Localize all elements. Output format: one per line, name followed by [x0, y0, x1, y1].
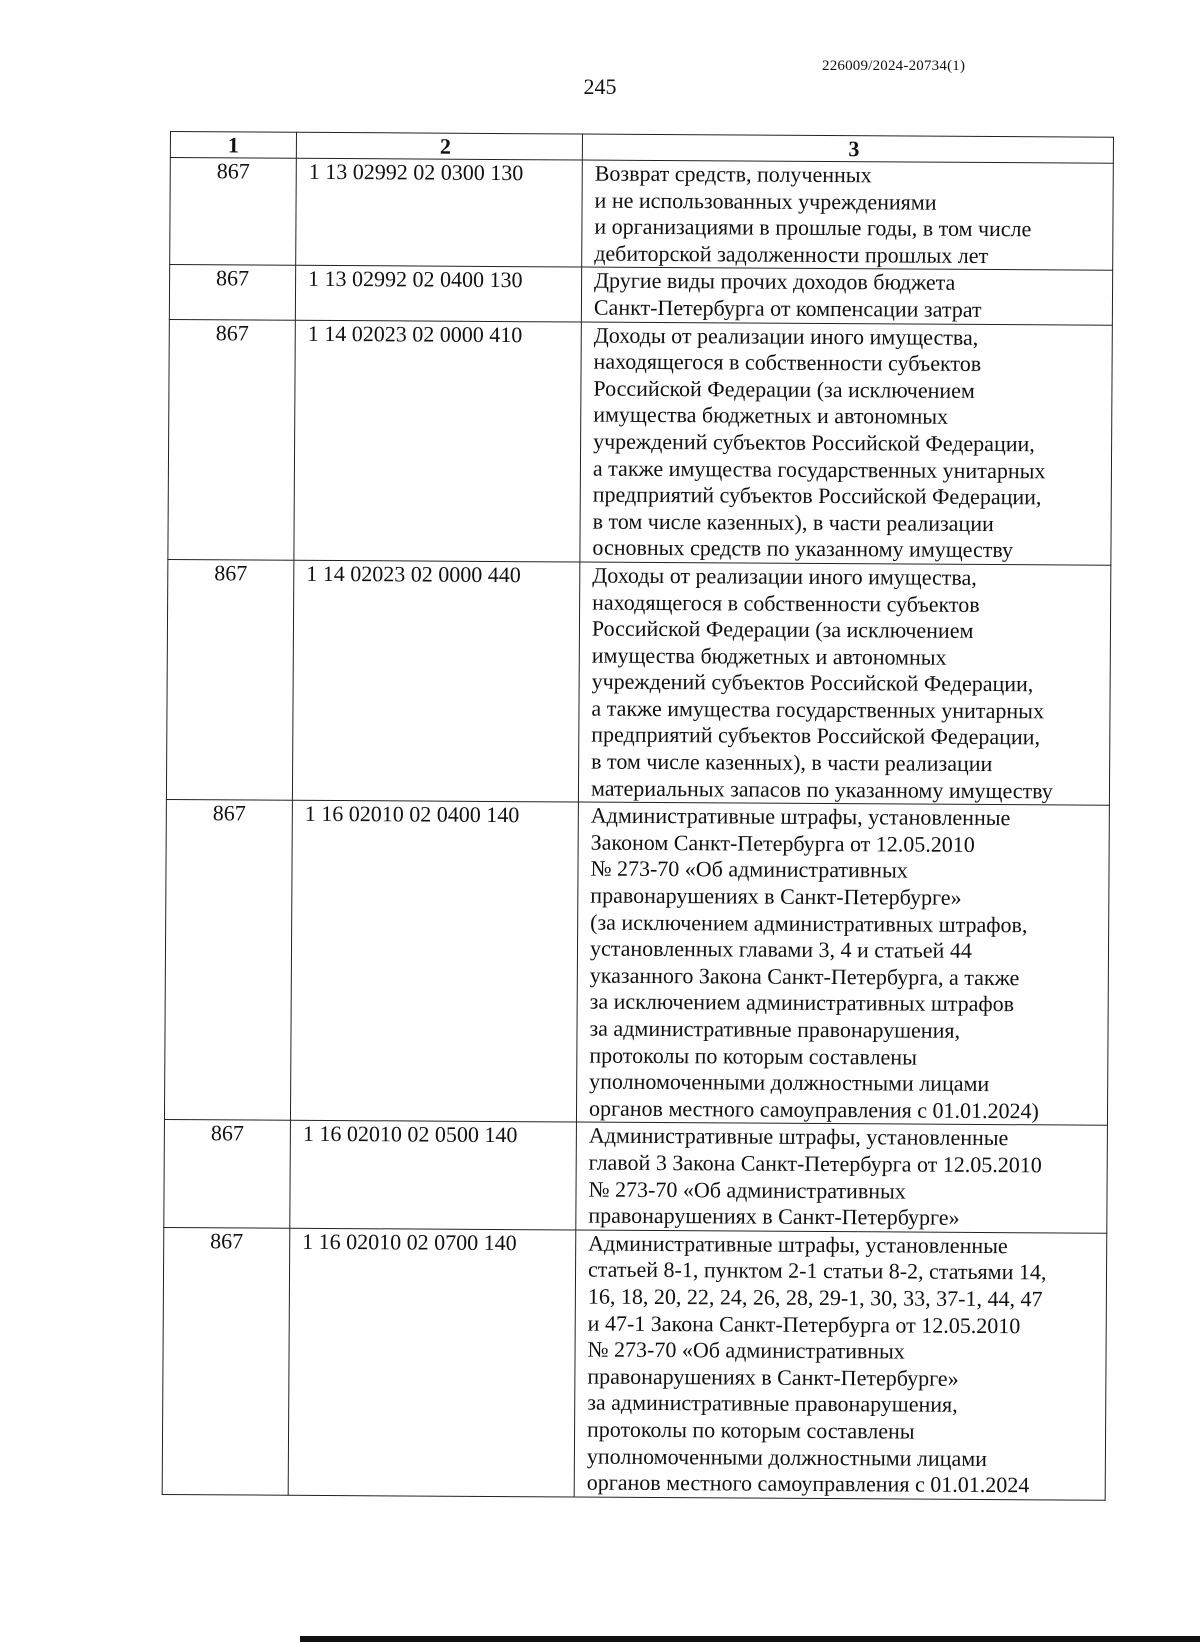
- admin-code-cell: 867: [164, 800, 292, 1121]
- description-line: за административные правонарушения,: [589, 1015, 961, 1043]
- description-line: уполномоченными должностными лицами: [586, 1443, 988, 1471]
- description-line: предприятий субъектов Российской Федерации,: [591, 722, 1041, 750]
- revenue-description-cell: [578, 562, 1110, 806]
- description-line: Другие виды прочих доходов бюджета: [594, 267, 956, 296]
- budget-classification-code-cell: 1 16 02010 02 0500 140: [290, 1121, 577, 1230]
- revenue-description-cell: [582, 160, 1114, 271]
- table-row: [168, 319, 1112, 565]
- description-line: Административные штрафы, установленные: [588, 1230, 1008, 1258]
- description-line: в том числе казенных), в части реализации: [592, 508, 994, 536]
- admin-code-cell: 867: [170, 158, 297, 266]
- description-line: а также имущества государственных унитарных: [591, 695, 1045, 724]
- description-line: правонарушениях в Санкт-Петербурге»: [590, 882, 962, 910]
- description-line: дебиторской задолженности прошлых лет: [594, 240, 989, 268]
- description-line: учреждений субъектов Российской Федерации,: [593, 428, 1035, 457]
- description-line: Доходы от реализации иного имущества,: [592, 562, 977, 590]
- description-line: за исключением административных штрафов: [589, 988, 1015, 1017]
- description-line: имущества бюджетных и автономных: [593, 401, 949, 430]
- page-number: 245: [583, 74, 617, 99]
- description-line: находящегося в собственности субъектов: [592, 589, 980, 617]
- revenue-description-cell: [576, 1122, 1108, 1233]
- description-line: находящегося в собственности субъектов: [593, 348, 982, 377]
- table-row: [162, 1227, 1107, 1500]
- budget-classification-code-cell: 1 16 02010 02 0400 140: [290, 801, 578, 1123]
- description-line: органов местного самоуправления с 01.01.2024: [586, 1469, 1030, 1498]
- admin-code-cell: 867: [168, 319, 295, 560]
- description-line: и 47-1 Закона Санкт-Петербурга от 12.05.2010: [587, 1310, 1021, 1338]
- description-line: Доходы от реализации иного имущества,: [593, 322, 979, 350]
- description-line: в том числе казенных), в части реализации: [591, 748, 993, 777]
- budget-classification-code-cell: 1 16 02010 02 0700 140: [288, 1228, 576, 1497]
- column-header-2: 2: [296, 132, 582, 160]
- description-line: указанного Закона Санкт-Петербурга, а также: [589, 962, 1020, 991]
- description-line: № 273-70 «Об административных: [588, 1176, 906, 1204]
- description-line: Санкт-Петербурга от компенсации затрат: [593, 294, 982, 322]
- description-line: правонарушениях в Санкт-Петербурге»: [587, 1363, 959, 1391]
- description-line: (за исключением административных штрафов,: [590, 909, 1028, 937]
- description-line: протоколы по которым составлены: [587, 1416, 915, 1444]
- description-line: предприятий субъектов Российской Федерации,: [592, 481, 1042, 510]
- description-line: учреждений субъектов Российской Федерации,: [591, 668, 1034, 697]
- table-row: [170, 158, 1114, 271]
- description-line: основных средств по указанному имуществу: [592, 534, 1014, 563]
- description-line: 16, 18, 20, 22, 24, 26, 28, 29-1, 30, 33, 37-1, 44, 47: [587, 1283, 1043, 1312]
- revenue-codes-table: [162, 131, 1114, 1500]
- document-number: 226009/2024-20734(1): [822, 58, 966, 74]
- description-line: органов местного самоуправления с 01.01.2024): [588, 1095, 1039, 1124]
- revenue-description-cell: [581, 267, 1112, 324]
- admin-code-cell: 867: [164, 1120, 291, 1228]
- budget-classification-code-cell: 1 13 02992 02 0400 130: [295, 266, 581, 322]
- revenue-description-cell: [576, 802, 1109, 1125]
- description-line: Российской Федерации (за исключением: [591, 615, 974, 644]
- scan-bottom-edge: [300, 1636, 1200, 1642]
- admin-code-cell: 867: [169, 265, 295, 320]
- description-line: № 273-70 «Об административных: [587, 1336, 905, 1364]
- budget-classification-code-cell: 1 13 02992 02 0300 130: [296, 158, 583, 267]
- description-line: статьей 8-1, пунктом 2-1 статьи 8-2, статьями 14,: [587, 1256, 1047, 1285]
- description-line: имущества бюджетных и автономных: [591, 642, 947, 670]
- revenue-description-cell: [574, 1230, 1107, 1500]
- description-line: уполномоченными должностными лицами: [589, 1068, 990, 1097]
- description-line: а также имущества государственных унитарных: [592, 455, 1046, 483]
- table-body: [162, 158, 1113, 1500]
- revenue-description-cell: [580, 322, 1112, 566]
- description-line: № 273-70 «Об административных: [590, 856, 908, 883]
- table-row: [169, 265, 1112, 325]
- description-line: правонарушениях в Санкт-Петербурге»: [588, 1202, 960, 1230]
- table-row: [164, 800, 1109, 1126]
- budget-classification-code-cell: 1 14 02023 02 0000 440: [292, 560, 579, 802]
- description-line: главой 3 Закона Санкт-Петербурга от 12.05.2010: [588, 1149, 1042, 1178]
- admin-code-cell: 867: [166, 559, 293, 800]
- table-row: [164, 1120, 1108, 1233]
- description-line: за административные правонарушения,: [587, 1389, 958, 1418]
- table-row: [166, 559, 1110, 805]
- admin-code-cell: 867: [162, 1227, 290, 1495]
- column-header-1: 1: [170, 132, 296, 159]
- description-line: Административные штрафы, установленные: [588, 1122, 1009, 1151]
- column-header-3: 3: [582, 134, 1113, 163]
- description-line: и не использованных учреждениями: [594, 187, 937, 215]
- description-line: материальных запасов по указанному имуществу: [590, 775, 1053, 804]
- description-line: установленных главами 3, 4 и статьей 44: [589, 935, 972, 964]
- description-line: Административные штрафы, установленные: [590, 802, 1011, 831]
- description-line: и организациями в прошлые годы, в том числе: [594, 213, 1032, 242]
- description-line: Российской Федерации (за исключением: [593, 375, 975, 403]
- description-line: Законом Санкт-Петербурга от 12.05.2010: [590, 829, 975, 857]
- description-line: Возврат средств, полученных: [594, 160, 872, 188]
- description-line: протоколы по которым составлены: [589, 1042, 917, 1070]
- budget-classification-code-cell: 1 14 02023 02 0000 410: [294, 320, 581, 562]
